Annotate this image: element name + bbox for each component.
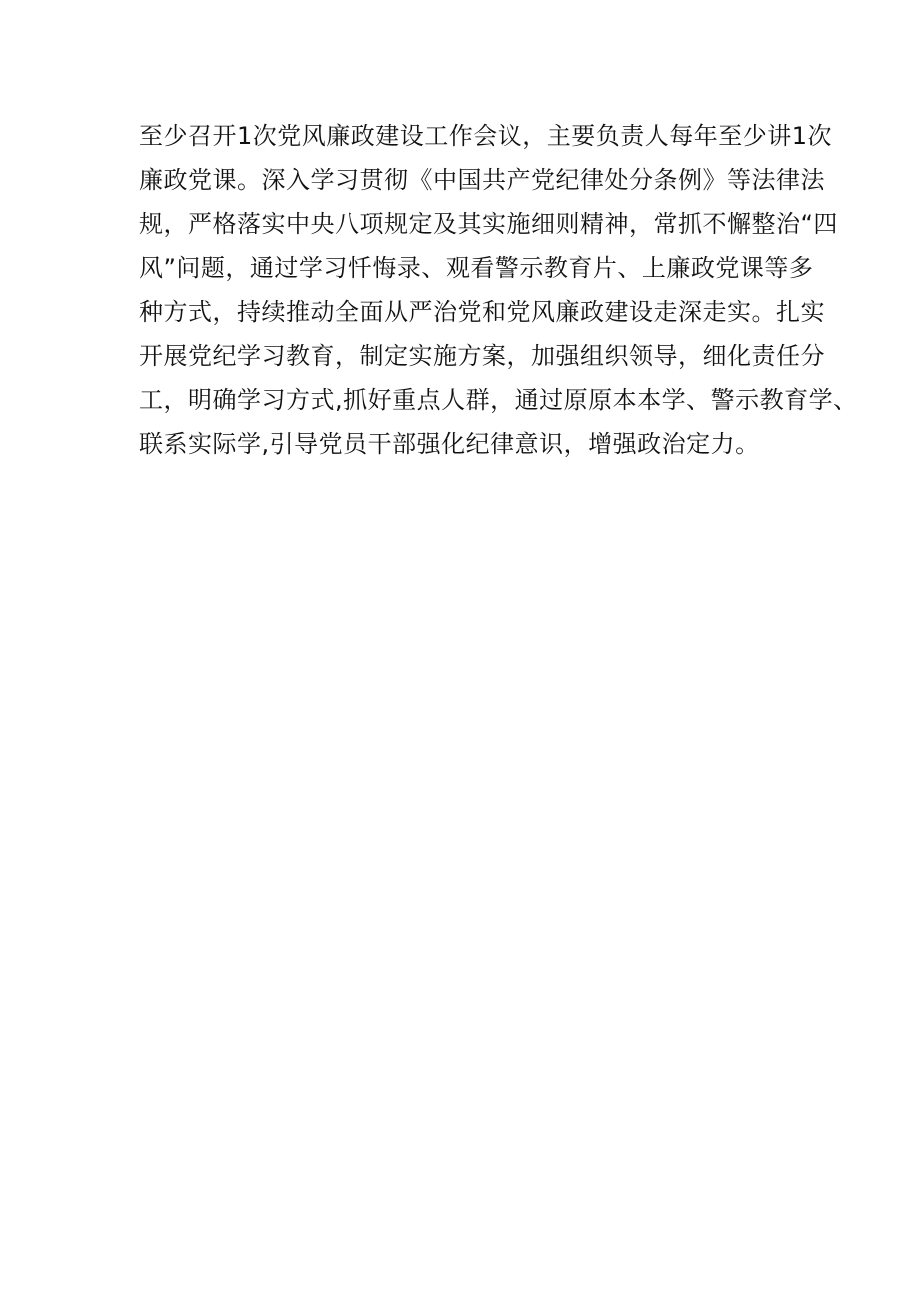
paragraph-line-8: 联系实际学,引导党员干部强化纪律意识，增强政治定力。 (139, 430, 760, 458)
paragraph-line-3: 规，严格落实中央八项规定及其实施细则精神，常抓不懈整治“四 (139, 210, 838, 238)
paragraph-line-4: 风”问题，通过学习忏悔录、观看警示教育片、上廉政党课等多 (139, 254, 814, 282)
paragraph-line-2: 廉政党课。深入学习贯彻《中国共产党纪律处分条例》等法律法 (139, 166, 825, 194)
paragraph-line-5: 种方式，持续推动全面从严治党和党风廉政建设走深走实。扎实 (139, 298, 825, 326)
paragraph-line-7: 工，明确学习方式,抓好重点人群，通过原原本本学、警示教育学、 (139, 386, 858, 414)
paragraph-line-1: 至少召开1次党风廉政建设工作会议，主要负责人每年至少讲1次 (139, 122, 833, 150)
paragraph-line-6: 开展党纪学习教育，制定实施方案，加强组织领导，细化责任分 (139, 342, 825, 370)
body-paragraph (139, 114, 858, 466)
